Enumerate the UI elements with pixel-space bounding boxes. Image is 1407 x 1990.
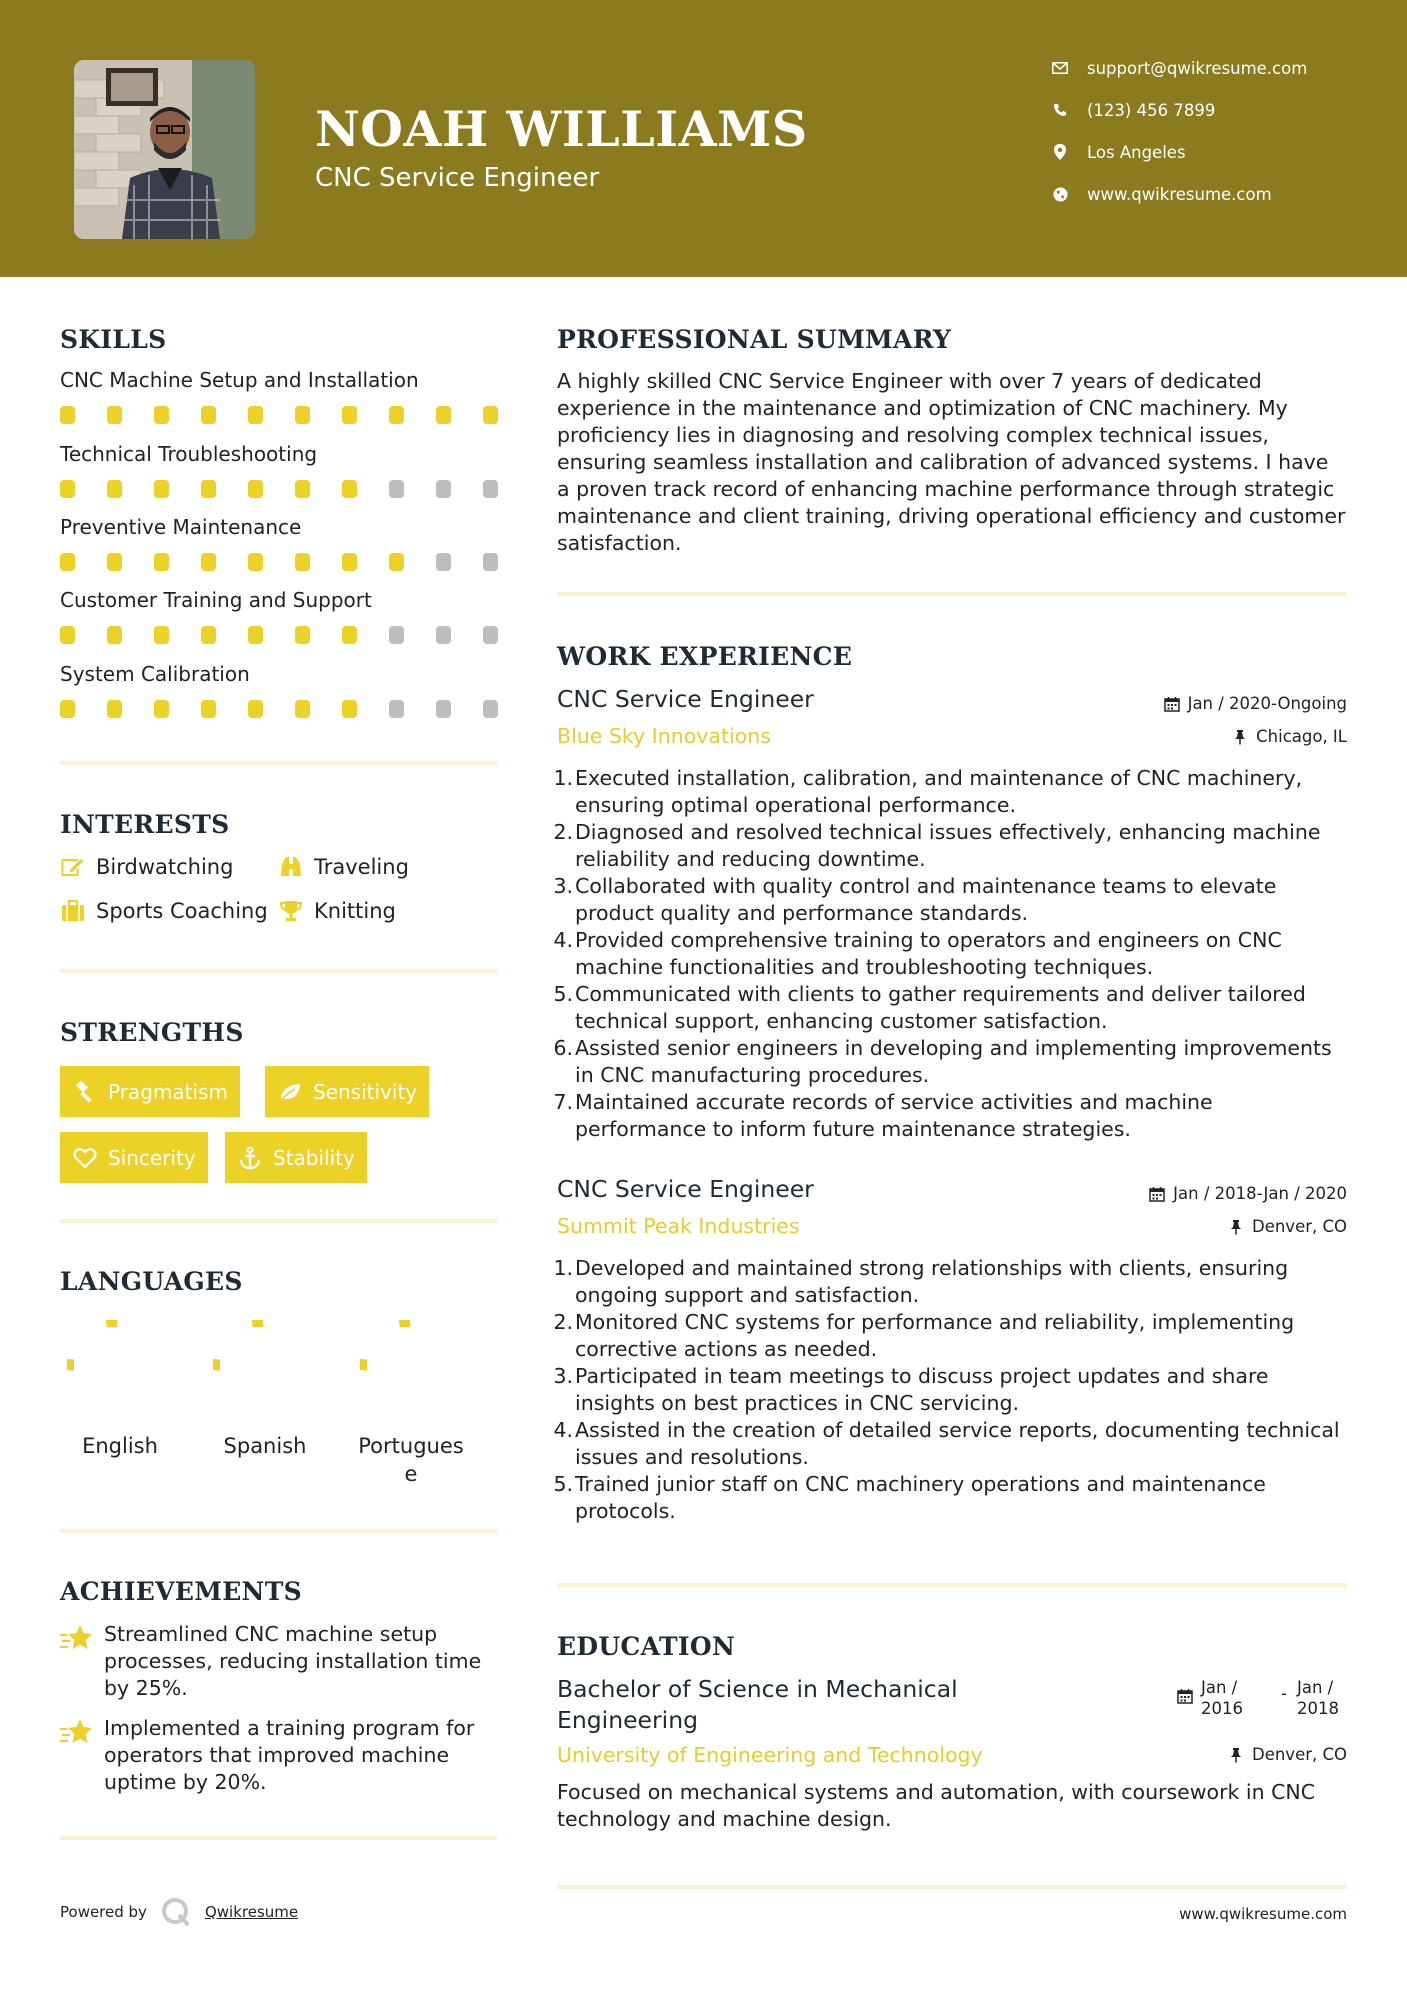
job-date-text: Jan / 2020-Ongoing (1187, 694, 1347, 713)
section-divider (60, 969, 497, 973)
profile-photo-image (74, 60, 255, 239)
rating-dot-filled (248, 553, 263, 571)
job-bullet: 5. Communicated with clients to gather requirements and deliver tailored technical support, enhancing customer satisfaction. (553, 982, 1306, 1033)
rating-dot-empty (389, 700, 404, 718)
job-bullet: 3. Participated in team meetings to discuss project updates and share insights on best practices in CNC servicing. (553, 1364, 1269, 1415)
education-date (1176, 1677, 1347, 1719)
language-level-arc (67, 1320, 112, 1365)
job-date (1163, 694, 1347, 713)
education-description: Focused on mechanical systems and automation, with coursework in CNC technology and machine design. (557, 1780, 1316, 1831)
language-label: English (82, 1434, 158, 1458)
interest-item (60, 855, 233, 879)
rating-dot-filled (295, 480, 310, 498)
star-icon (60, 1623, 94, 1653)
rating-dot-filled (436, 406, 451, 424)
rating-dot-filled (60, 700, 75, 718)
section-divider (60, 1219, 497, 1223)
rating-dot-empty (436, 626, 451, 644)
job-bullet: 2. Monitored CNC systems for performance and reliability, implementing corrective actions as needed. (553, 1310, 1295, 1361)
skills-title: SKILLS (60, 325, 167, 354)
contact-location-text: Los Angeles (1087, 142, 1186, 162)
achievement-text: Streamlined CNC machine setup processes, reducing installation time by 25%. (104, 1622, 482, 1700)
rating-dot-filled (201, 553, 216, 571)
envelope-icon (1050, 58, 1070, 78)
job-location-text: Chicago, IL (1256, 727, 1347, 746)
rating-dot-empty (436, 480, 451, 498)
rating-dot-empty (483, 480, 498, 498)
job-location (1227, 1217, 1347, 1236)
contact-email[interactable] (1050, 58, 1307, 78)
rating-dot-filled (154, 406, 169, 424)
skill-label: System Calibration (60, 662, 250, 686)
footer-website[interactable]: www.qwikresume.com (1179, 1905, 1347, 1923)
powered-by-text: Powered by (60, 1903, 147, 1921)
summary-title: PROFESSIONAL SUMMARY (557, 325, 952, 354)
rating-dot-filled (248, 700, 263, 718)
interest-item (278, 899, 396, 923)
pushpin-icon (1227, 1746, 1245, 1764)
rating-dot-empty (483, 700, 498, 718)
calendar-icon (1176, 1687, 1194, 1705)
rating-dot-filled (201, 406, 216, 424)
skill-label: Customer Training and Support (60, 588, 372, 612)
interest-label: Sports Coaching (96, 899, 268, 923)
rating-dot-empty (483, 626, 498, 644)
contact-website[interactable] (1050, 184, 1272, 204)
education-school: University of Engineering and Technology (557, 1743, 983, 1767)
education-date-start: Jan / 2016 (1201, 1678, 1243, 1718)
summary-text: A highly skilled CNC Service Engineer with over 7 years of dedicated experience in the maintenance and optimization of CNC machinery. My proficiency lies in diagnosing and resolving complex technical issues, ensuring seamless installation and calibration of advanced systems. I have a proven track record of enhancing machine performance through strategic maintenance and client training, driving operational efficiency and customer satisfaction. (557, 369, 1346, 555)
strength-badge (265, 1066, 429, 1117)
job-bullet: 1. Developed and maintained strong relationships with clients, ensuring ongoing support and satisfaction. (553, 1256, 1289, 1307)
section-divider (557, 592, 1347, 596)
interest-label: Knitting (314, 899, 396, 923)
job-company: Summit Peak Industries (557, 1214, 800, 1238)
contact-phone-text: (123) 456 7899 (1087, 100, 1216, 120)
calendar-icon (1163, 695, 1181, 713)
job-bullet: 2. Diagnosed and resolved technical issues effectively, enhancing machine reliability and reducing downtime. (553, 820, 1321, 871)
edit-icon (60, 855, 86, 879)
pushpin-icon (1231, 728, 1249, 746)
candidate-name: NOAH WILLIAMS (315, 100, 808, 158)
qwikresume-logo-icon (161, 1897, 191, 1927)
rating-dot-filled (342, 406, 357, 424)
section-divider (60, 761, 497, 765)
skill-label: Technical Troubleshooting (60, 442, 318, 466)
job-bullet: 5. Trained junior staff on CNC machinery operations and maintenance protocols. (553, 1472, 1266, 1523)
achievement-text: Implemented a training program for operators that improved machine uptime by 20%. (104, 1716, 475, 1794)
interest-label: Birdwatching (96, 855, 234, 879)
rating-dot-filled (60, 626, 75, 644)
job-bullet: 6. Assisted senior engineers in developing and implementing improvements in CNC manufacturing procedures. (553, 1036, 1332, 1087)
rating-dot-filled (60, 480, 75, 498)
interests-title: INTERESTS (60, 810, 230, 839)
language-level-arc (213, 1320, 258, 1365)
calendar-icon (1148, 1185, 1166, 1203)
rating-dot-filled (295, 700, 310, 718)
resume-header (0, 0, 1407, 277)
job-location-text: Denver, CO (1251, 1217, 1347, 1236)
skill-rating (60, 406, 500, 424)
anchor-icon (237, 1145, 263, 1171)
strengths-title: STRENGTHS (60, 1018, 244, 1047)
skill-label: CNC Machine Setup and Installation (60, 368, 419, 392)
strength-label: Stability (273, 1145, 355, 1170)
rating-dot-filled (154, 480, 169, 498)
rating-dot-filled (154, 553, 169, 571)
phone-icon (1050, 100, 1070, 120)
job-bullet: 4. Assisted in the creation of detailed service reports, documenting technical issues and resolutions. (553, 1418, 1340, 1469)
rating-dot-empty (436, 700, 451, 718)
language-ring (67, 1320, 157, 1410)
job-bullet: 7. Maintained accurate records of service activities and machine performance to inform future maintenance strategies. (553, 1090, 1213, 1141)
job-bullets (553, 1255, 1347, 1525)
language-ring (360, 1320, 450, 1410)
language-label: Portugues e (358, 1434, 464, 1486)
rating-dot-empty (389, 480, 404, 498)
contact-email-text: support@qwikresume.com (1087, 58, 1308, 78)
rating-dot-empty (436, 553, 451, 571)
skill-rating (60, 553, 500, 571)
experience-title: WORK EXPERIENCE (557, 642, 853, 671)
rating-dot-filled (107, 480, 122, 498)
job-bullets (553, 765, 1347, 1143)
globe-icon (1050, 184, 1070, 204)
job-location (1231, 727, 1347, 746)
rating-dot-filled (295, 553, 310, 571)
job-title: CNC Service Engineer (557, 685, 814, 713)
profile-photo (74, 60, 255, 239)
education-location (1227, 1745, 1347, 1764)
achievements-title: ACHIEVEMENTS (60, 1577, 302, 1606)
education-degree: Bachelor of Science in Mechanical Engineering (557, 1675, 958, 1734)
trophy-icon (278, 899, 304, 923)
rating-dot-empty (389, 626, 404, 644)
candidate-role: CNC Service Engineer (315, 163, 600, 193)
education-date-end: Jan / 2018 (1297, 1678, 1339, 1718)
job-title: CNC Service Engineer (557, 1175, 814, 1203)
footer-powered-by (60, 1897, 298, 1927)
achievement-item (60, 1715, 500, 1796)
section-divider (60, 1836, 497, 1840)
contact-location (1050, 142, 1186, 162)
binoculars-icon (278, 855, 304, 879)
achievement-item (60, 1621, 500, 1702)
rating-dot-filled (107, 553, 122, 571)
job-bullet: 4. Provided comprehensive training to operators and engineers on CNC machine functionalities and troubleshooting techniques. (553, 928, 1282, 979)
heart-icon (72, 1145, 98, 1171)
rating-dot-filled (201, 700, 216, 718)
job-bullet: 1. Executed installation, calibration, and maintenance of CNC machinery, ensuring optimal operational performance. (553, 766, 1303, 817)
rating-dot-filled (248, 626, 263, 644)
strength-label: Sensitivity (313, 1079, 418, 1104)
language-label: Spanish (223, 1434, 307, 1458)
rating-dot-filled (154, 626, 169, 644)
rating-dot-filled (201, 626, 216, 644)
leaf-icon (277, 1079, 303, 1105)
rating-dot-filled (248, 480, 263, 498)
skill-rating (60, 480, 500, 498)
strength-label: Sincerity (108, 1145, 196, 1170)
rating-dot-filled (154, 700, 169, 718)
rating-dot-filled (295, 406, 310, 424)
rating-dot-filled (60, 406, 75, 424)
qwikresume-link[interactable]: Qwikresume (204, 1903, 299, 1921)
education-location-text: Denver, CO (1251, 1745, 1347, 1764)
rating-dot-filled (295, 626, 310, 644)
section-divider (60, 1529, 497, 1533)
star-icon (60, 1717, 94, 1747)
skill-rating (60, 626, 500, 644)
skill-rating (60, 700, 500, 718)
job-date (1148, 1184, 1347, 1203)
rating-dot-filled (107, 700, 122, 718)
strength-badge (225, 1132, 367, 1183)
skill-label: Preventive Maintenance (60, 515, 302, 539)
job-date-text: Jan / 2018-Jan / 2020 (1173, 1184, 1347, 1203)
section-divider (557, 1885, 1347, 1889)
rating-dot-filled (342, 480, 357, 498)
languages-title: LANGUAGES (60, 1267, 243, 1296)
rating-dot-filled (483, 406, 498, 424)
pushpin-icon (1227, 1218, 1245, 1236)
interest-item (60, 899, 268, 923)
rating-dot-filled (60, 553, 75, 571)
interest-item (278, 855, 409, 879)
rating-dot-filled (201, 480, 216, 498)
rating-dot-filled (389, 553, 404, 571)
language-level-arc (360, 1320, 405, 1365)
map-pin-icon (1050, 142, 1070, 162)
rating-dot-filled (342, 700, 357, 718)
section-divider (557, 1583, 1347, 1587)
rating-dot-filled (107, 406, 122, 424)
rating-dot-filled (342, 626, 357, 644)
education-date-separator: - (1281, 1684, 1287, 1703)
rating-dot-filled (389, 406, 404, 424)
contact-website-text: www.qwikresume.com (1087, 184, 1272, 204)
strength-badge (60, 1132, 208, 1183)
contact-phone[interactable] (1050, 100, 1215, 120)
rating-dot-filled (248, 406, 263, 424)
rating-dot-filled (342, 553, 357, 571)
briefcase-icon (60, 899, 86, 923)
strength-label: Pragmatism (108, 1079, 228, 1104)
job-company: Blue Sky Innovations (557, 724, 771, 748)
language-ring (213, 1320, 303, 1410)
rating-dot-empty (483, 553, 498, 571)
strength-badge (60, 1066, 240, 1117)
job-bullet: 3. Collaborated with quality control and maintenance teams to elevate product quality and performance standards. (553, 874, 1277, 925)
interest-label: Traveling (314, 855, 409, 879)
rating-dot-filled (107, 626, 122, 644)
gavel-icon (72, 1079, 98, 1105)
education-title: EDUCATION (557, 1632, 736, 1661)
